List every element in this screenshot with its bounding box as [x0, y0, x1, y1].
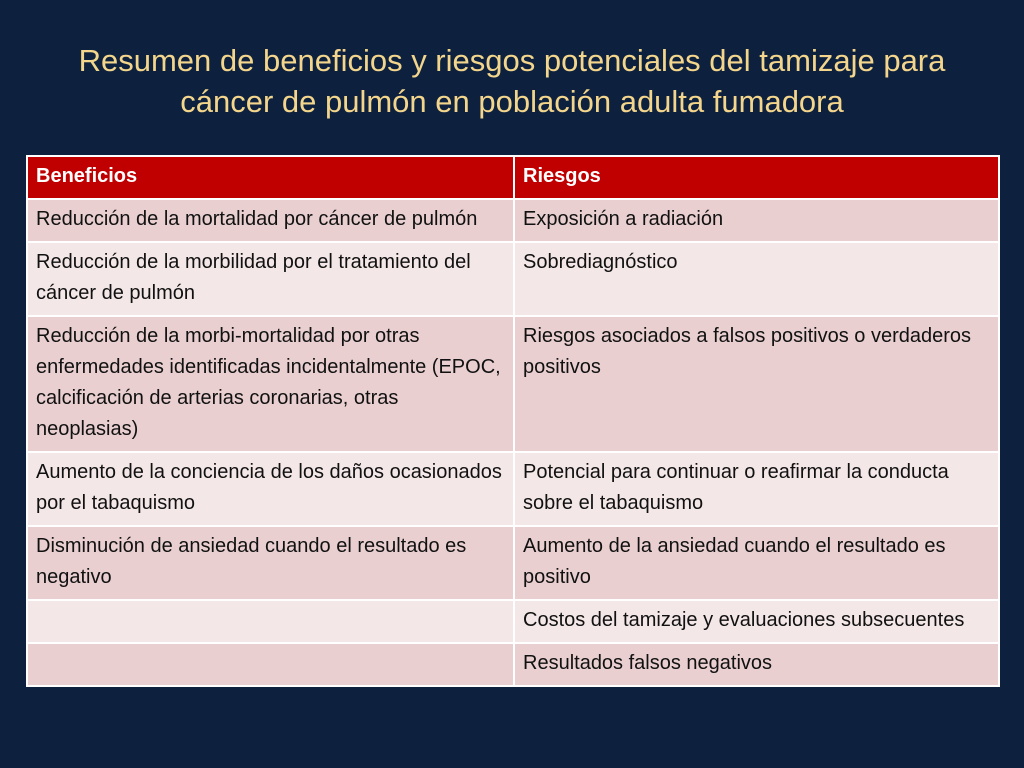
- benefit-cell: Disminución de ansiedad cuando el resultado es negativo: [27, 526, 514, 600]
- table-row: [27, 526, 999, 600]
- table-row: [27, 242, 999, 316]
- table-row: [27, 199, 999, 242]
- benefits-risks-table: [26, 155, 1000, 687]
- risk-cell: Potencial para continuar o reafirmar la conducta sobre el tabaquismo: [514, 452, 999, 526]
- table-row: [27, 643, 999, 686]
- risk-cell: Aumento de la ansiedad cuando el resultado es positivo: [514, 526, 999, 600]
- risk-cell: Resultados falsos negativos: [514, 643, 999, 686]
- benefit-cell: Reducción de la mortalidad por cáncer de pulmón: [27, 199, 514, 242]
- risk-cell: Sobrediagnóstico: [514, 242, 999, 316]
- benefit-cell-empty: [27, 643, 514, 686]
- slide-title-line-2: cáncer de pulmón en población adulta fumadora: [180, 84, 844, 119]
- table-row: [27, 600, 999, 643]
- table-row: [27, 316, 999, 452]
- risk-cell: Costos del tamizaje y evaluaciones subsecuentes: [514, 600, 999, 643]
- table-header-row: [27, 156, 999, 199]
- benefit-cell: Reducción de la morbilidad por el tratamiento del cáncer de pulmón: [27, 242, 514, 316]
- slide-title-line-1: Resumen de beneficios y riesgos potenciales del tamizaje para: [78, 43, 946, 78]
- table-row: [27, 452, 999, 526]
- benefit-cell: Aumento de la conciencia de los daños ocasionados por el tabaquismo: [27, 452, 514, 526]
- benefit-cell: Reducción de la morbi-mortalidad por otras enfermedades identificadas incidentalmente (EPOC, calcificación de arterias coronarias, otras neoplasias): [27, 316, 514, 452]
- risk-cell: Exposición a radiación: [514, 199, 999, 242]
- slide-title: [40, 40, 984, 122]
- header-benefits: Beneficios: [27, 156, 514, 199]
- risk-cell: Riesgos asociados a falsos positivos o verdaderos positivos: [514, 316, 999, 452]
- header-risks: Riesgos: [514, 156, 999, 199]
- benefit-cell-empty: [27, 600, 514, 643]
